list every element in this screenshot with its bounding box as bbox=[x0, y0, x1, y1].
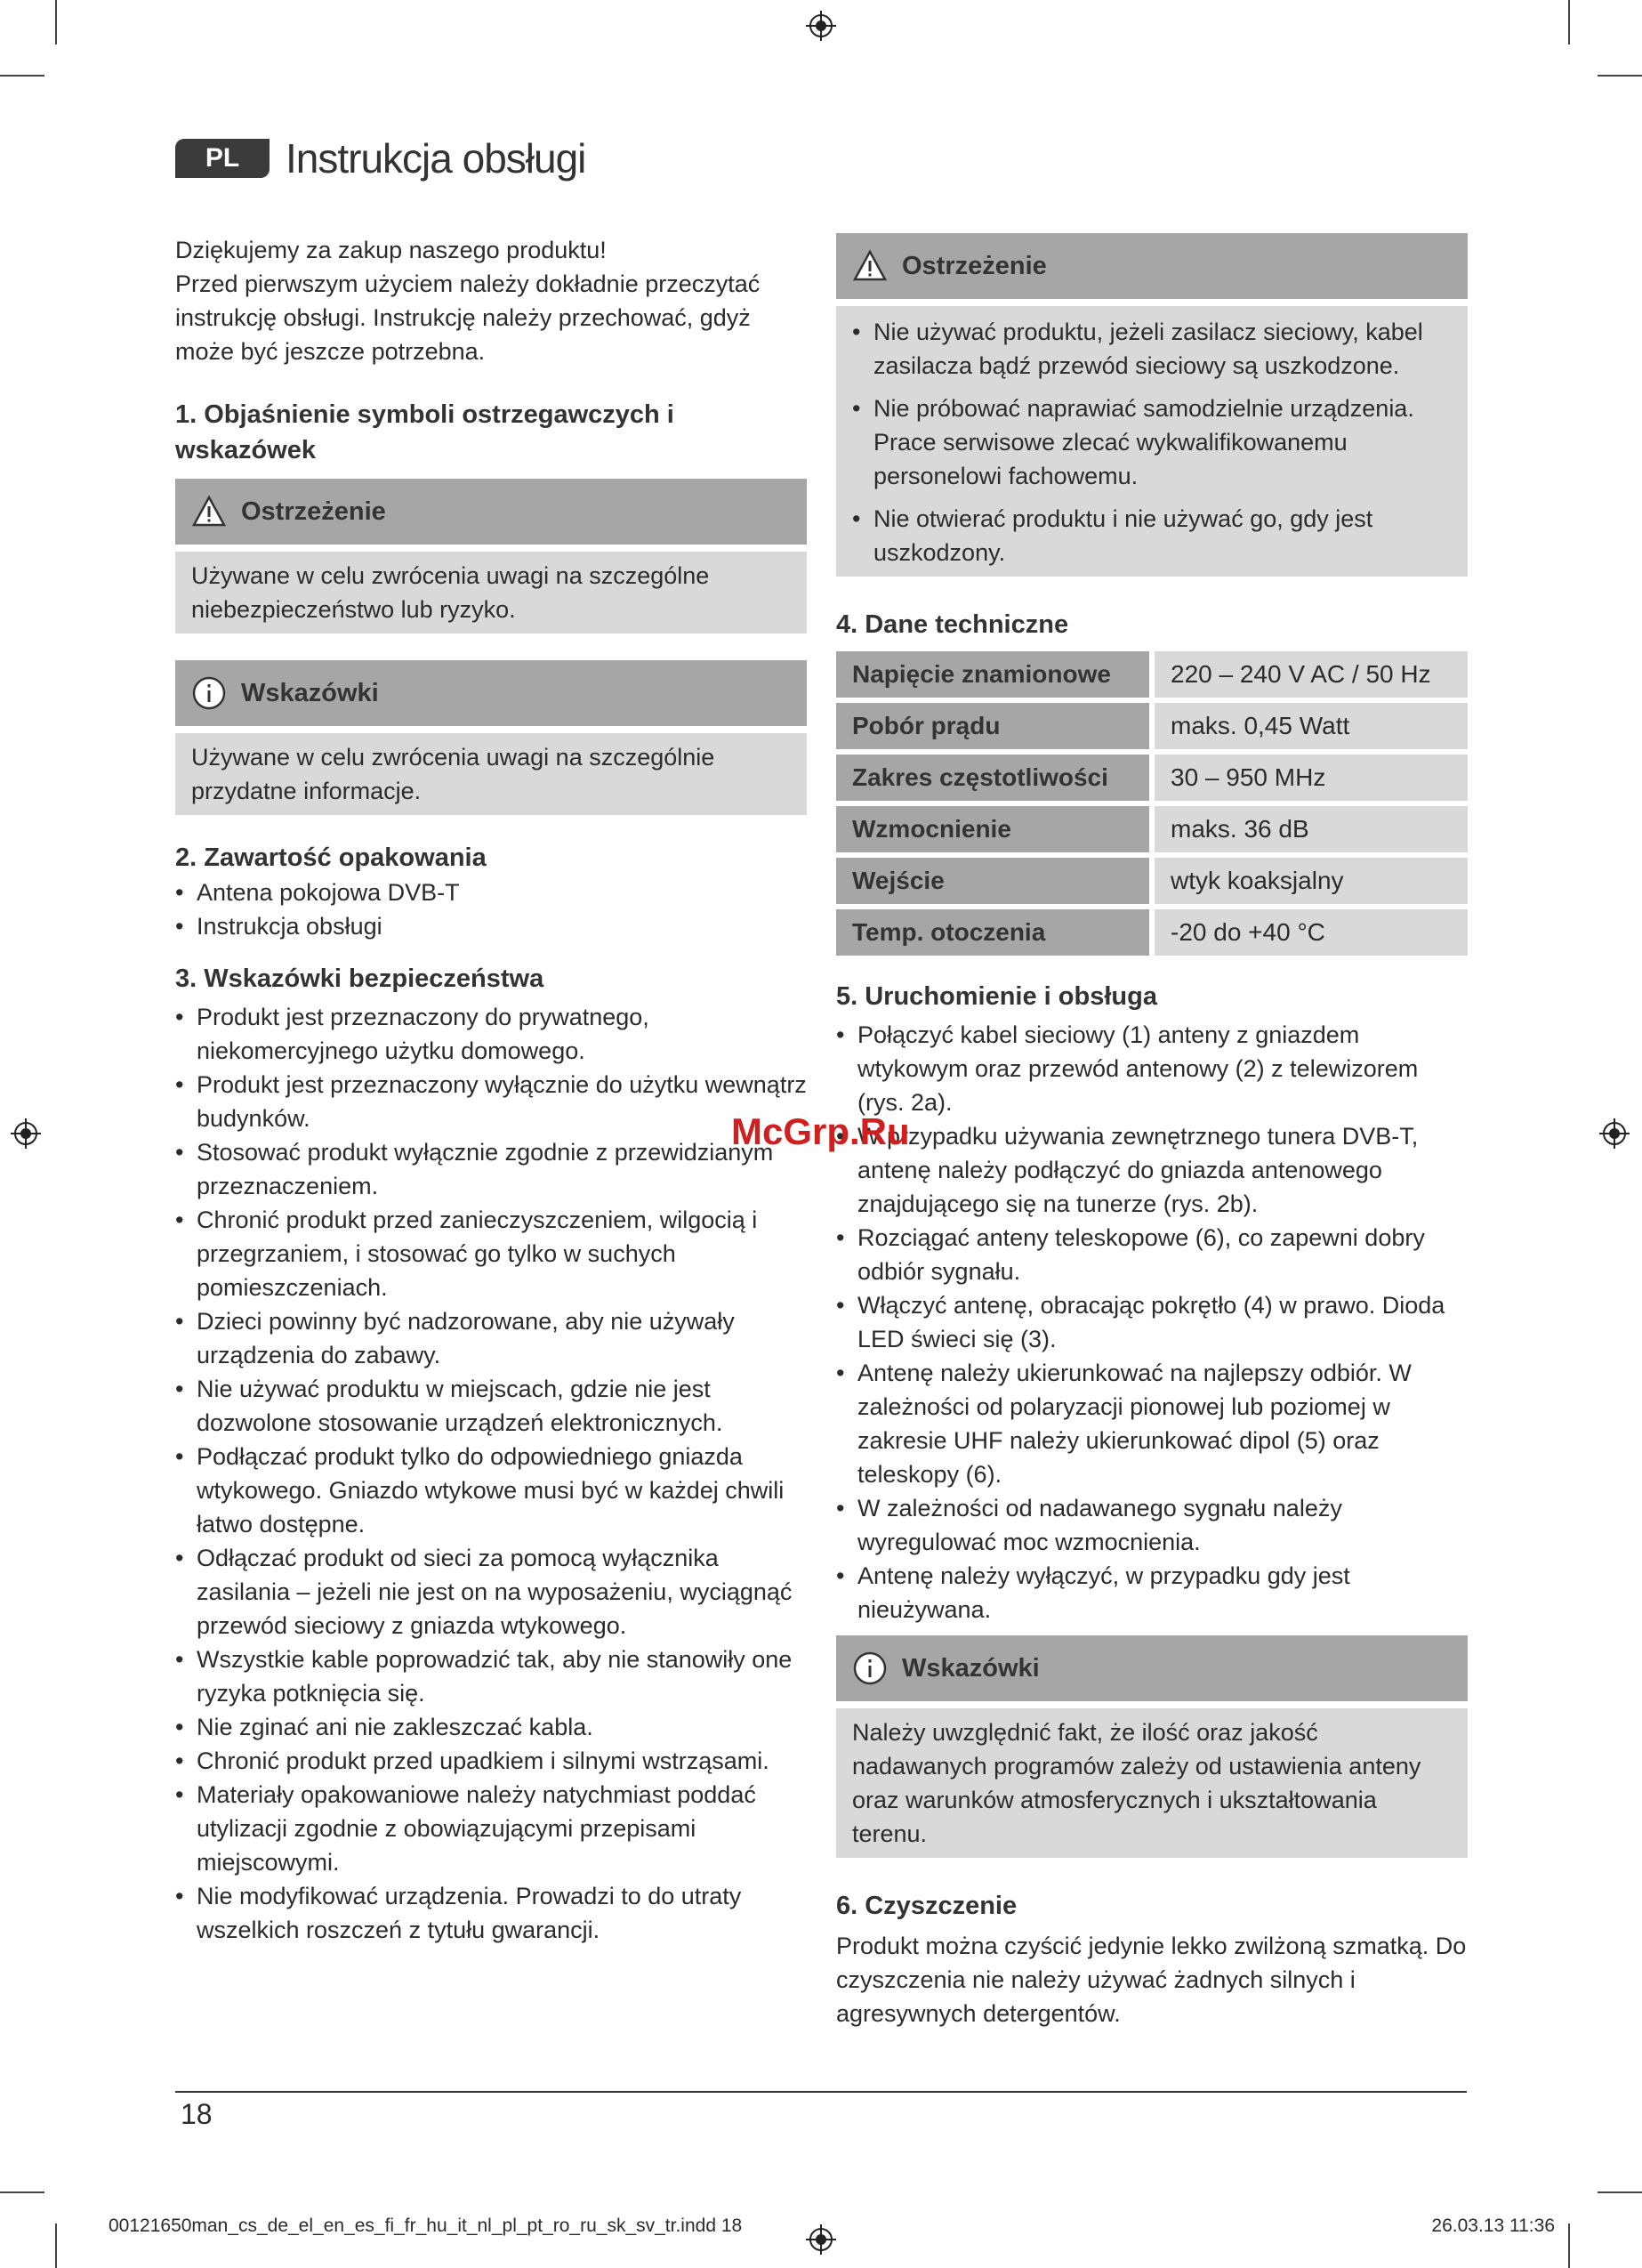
crop-mark bbox=[0, 75, 44, 77]
registration-mark-icon bbox=[11, 1118, 41, 1149]
list-item: • Instrukcja obsługi bbox=[175, 909, 807, 943]
intro-thanks: Dziękujemy za zakup naszego produktu! bbox=[175, 237, 607, 263]
section6-title: 6. Czyszczenie bbox=[836, 1892, 1018, 1920]
list-item: • Chronić produkt przed upadkiem i silnymi wstrząsami. bbox=[175, 1744, 807, 1778]
list-item: • Nie otwierać produktu i nie używać go, gdy jest uszkodzony. bbox=[852, 502, 1452, 569]
notes-box-header bbox=[175, 660, 807, 726]
list-item: • Odłączać produkt od sieci za pomocą wyłącznika zasilania – jeżeli nie jest on na wyposażeniu, wyciągnąć przewód sieciowy z gniazda wtykowego. bbox=[175, 1541, 807, 1642]
crop-mark bbox=[1598, 2191, 1642, 2193]
notes-text: Używane w celu zwrócenia uwagi na szczególnie przydatne informacje. bbox=[191, 744, 715, 804]
list-item: • Nie modyfikować urządzenia. Prowadzi to do utraty wszelkich roszczeń z tytułu gwarancji. bbox=[175, 1879, 807, 1947]
list-item: • Podłączać produkt tylko do odpowiedniego gniazda wtykowego. Gniazdo wtykowe musi być w każdej chwili łatwo dostępne. bbox=[175, 1440, 807, 1541]
crop-mark bbox=[0, 2191, 44, 2193]
warning-box-body bbox=[175, 552, 807, 634]
section1-title: 1. Objaśnienie symboli ostrzegawczych i wskazówek bbox=[175, 400, 674, 464]
intro-text: Przed pierwszym użyciem należy dokładnie przeczytać instrukcję obsługi. Instrukcję należy przechować, gdyż może być jeszcze potrzebna. bbox=[175, 270, 761, 365]
list-item: • Nie zginać ani nie zakleszczać kabla. bbox=[175, 1710, 807, 1744]
list-item: • Połączyć kabel sieciowy (1) anteny z gniazdem wtykowym oraz przewód antenowy (2) z telewizorem (rys. 2a). bbox=[836, 1018, 1468, 1119]
list-item: • Stosować produkt wyłącznie zgodnie z przewidzianym przeznaczeniem. bbox=[175, 1135, 807, 1203]
package-contents-list bbox=[175, 876, 807, 943]
warning-list bbox=[852, 315, 1452, 569]
warning-text: Używane w celu zwrócenia uwagi na szczególne niebezpieczeństwo lub ryzyko. bbox=[191, 562, 710, 623]
list-item: • W zależności od nadawanego sygnału należy wyregulować moc wzmocnienia. bbox=[836, 1491, 1468, 1559]
warning-box-header bbox=[836, 233, 1468, 299]
tech-data-table bbox=[836, 646, 1468, 961]
info-icon bbox=[852, 1651, 888, 1686]
list-item: • Dzieci powinny być nadzorowane, aby nie używały urządzenia do zabawy. bbox=[175, 1304, 807, 1372]
list-item: • Antena pokojowa DVB-T bbox=[175, 876, 807, 909]
print-slug-file: 00121650man_cs_de_el_en_es_fi_fr_hu_it_nl_pl_pt_ro_ru_sk_sv_tr.indd 18 bbox=[109, 2216, 743, 2236]
warning-box-body bbox=[836, 306, 1468, 577]
section5-title: 5. Uruchomienie i obsługa bbox=[836, 982, 1157, 1011]
table-key: Zakres częstotliwości bbox=[836, 755, 1149, 801]
table-value: maks. 0,45 Watt bbox=[1149, 703, 1468, 749]
language-badge: PL bbox=[175, 139, 270, 178]
notes-box-body bbox=[836, 1708, 1468, 1858]
table-row bbox=[836, 858, 1468, 904]
warning-triangle-icon bbox=[191, 494, 227, 529]
right-column bbox=[836, 233, 1468, 2030]
table-key: Pobór prądu bbox=[836, 703, 1149, 749]
crop-mark bbox=[1598, 75, 1642, 77]
list-item: • Materiały opakowaniowe należy natychmiast poddać utylizacji zgodnie z obowiązującymi przepisami miejscowymi. bbox=[175, 1778, 807, 1879]
list-item: • W przypadku używania zewnętrznego tunera DVB-T, antenę należy podłączyć do gniazda antenowego znajdującego się na tunerze (rys. 2b). bbox=[836, 1119, 1468, 1221]
crop-mark bbox=[1568, 0, 1570, 44]
notes-box-header bbox=[836, 1635, 1468, 1701]
page-title: Instrukcja obsługi bbox=[286, 135, 586, 182]
table-value: -20 do +40 °C bbox=[1149, 909, 1468, 956]
print-slug-date: 26.03.13 11:36 bbox=[1431, 2216, 1555, 2236]
table-key: Wejście bbox=[836, 858, 1149, 904]
list-item: • Produkt jest przeznaczony wyłącznie do użytku wewnątrz budynków. bbox=[175, 1068, 807, 1135]
registration-mark-icon bbox=[806, 11, 836, 41]
table-key: Temp. otoczenia bbox=[836, 909, 1149, 956]
safety-list bbox=[175, 1000, 807, 1947]
table-key: Wzmocnienie bbox=[836, 806, 1149, 852]
warning-label: Ostrzeżenie bbox=[902, 252, 1047, 280]
info-icon bbox=[191, 675, 227, 711]
notes-text: Należy uwzględnić fakt, że ilość oraz jakość nadawanych programów zależy od ustawienia anteny oraz warunków atmosferycznych i ukształtowania terenu. bbox=[852, 1719, 1421, 1847]
list-item: • Nie używać produktu, jeżeli zasilacz sieciowy, kabel zasilacza bądź przewód sieciowy są uszkodzone. bbox=[852, 315, 1452, 383]
list-item: • Antenę należy ukierunkować na najlepszy odbiór. W zależności od polaryzacji pionowej lub poziomej w zakresie UHF należy ukierunkować dipol (5) oraz teleskopy (6). bbox=[836, 1356, 1468, 1491]
warning-box-header bbox=[175, 479, 807, 545]
section3-title: 3. Wskazówki bezpieczeństwa bbox=[175, 965, 544, 993]
page-header bbox=[175, 133, 585, 183]
list-item: • Nie próbować naprawiać samodzielnie urządzenia. Prace serwisowe zlecać wykwalifikowanemu personelowi fachowemu. bbox=[852, 391, 1452, 493]
table-value: 30 – 950 MHz bbox=[1149, 755, 1468, 801]
list-item: • Nie używać produktu w miejscach, gdzie nie jest dozwolone stosowanie urządzeń elektronicznych. bbox=[175, 1372, 807, 1440]
crop-mark bbox=[1568, 2224, 1570, 2268]
list-item: • Antenę należy wyłączyć, w przypadku gdy jest nieużywana. bbox=[836, 1559, 1468, 1626]
registration-mark-icon bbox=[1599, 1118, 1630, 1149]
page-number: 18 bbox=[181, 2098, 213, 2130]
watermark: McGrp.Ru bbox=[731, 1110, 910, 1152]
section4-title: 4. Dane techniczne bbox=[836, 610, 1069, 639]
notes-label: Wskazówki bbox=[902, 1654, 1040, 1683]
footer-divider bbox=[175, 2091, 1467, 2093]
notes-box-body bbox=[175, 733, 807, 815]
table-row bbox=[836, 755, 1468, 801]
list-item: • Włączyć antenę, obracając pokrętło (4) w prawo. Dioda LED świeci się (3). bbox=[836, 1288, 1468, 1356]
section2-title: 2. Zawartość opakowania bbox=[175, 843, 487, 872]
crop-mark bbox=[55, 0, 57, 44]
operation-list bbox=[836, 1018, 1468, 1626]
warning-triangle-icon bbox=[852, 248, 888, 284]
table-row bbox=[836, 909, 1468, 956]
table-key: Napięcie znamionowe bbox=[836, 651, 1149, 698]
crop-mark bbox=[55, 2224, 57, 2268]
table-row bbox=[836, 703, 1468, 749]
table-value: 220 – 240 V AC / 50 Hz bbox=[1149, 651, 1468, 698]
cleaning-text: Produkt można czyścić jedynie lekko zwilżoną szmatką. Do czyszczenia nie należy używać żadnych silnych i agresywnych detergentów. bbox=[836, 1933, 1467, 2027]
registration-mark-icon bbox=[806, 2224, 836, 2255]
table-value: maks. 36 dB bbox=[1149, 806, 1468, 852]
table-value: wtyk koaksjalny bbox=[1149, 858, 1468, 904]
table-row bbox=[836, 651, 1468, 698]
list-item: • Wszystkie kable poprowadzić tak, aby nie stanowiły one ryzyka potknięcia się. bbox=[175, 1642, 807, 1710]
warning-label: Ostrzeżenie bbox=[241, 497, 386, 526]
list-item: • Rozciągać anteny teleskopowe (6), co zapewni dobry odbiór sygnału. bbox=[836, 1221, 1468, 1288]
table-row bbox=[836, 806, 1468, 852]
list-item: • Chronić produkt przed zanieczyszczeniem, wilgocią i przegrzaniem, i stosować go tylko w suchych pomieszczeniach. bbox=[175, 1203, 807, 1304]
list-item: • Produkt jest przeznaczony do prywatnego, niekomercyjnego użytku domowego. bbox=[175, 1000, 807, 1068]
notes-label: Wskazówki bbox=[241, 679, 379, 707]
left-column bbox=[175, 233, 807, 1947]
